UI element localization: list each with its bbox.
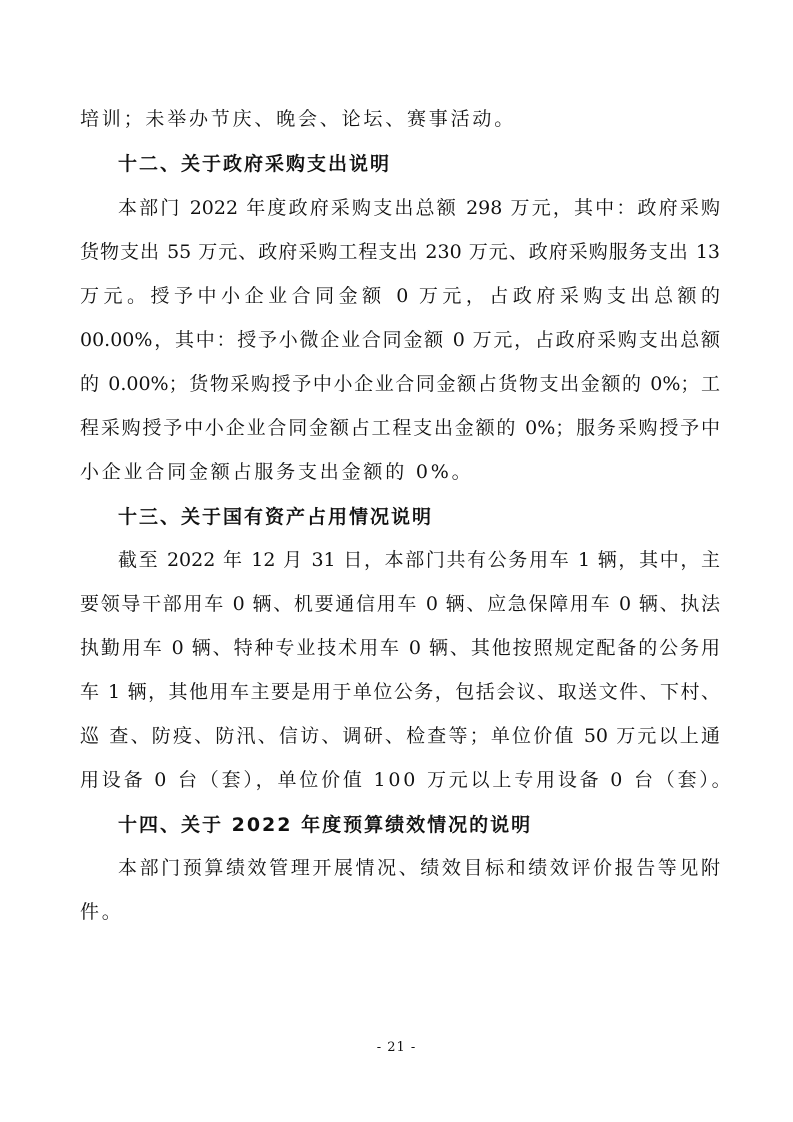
paragraph-line: 要领导干部用车 0 辆、机要通信用车 0 辆、应急保障用车 0 辆、执法 <box>80 593 720 615</box>
paragraph-line: 本部门预算绩效管理开展情况、绩效目标和绩效评价报告等见附 <box>118 857 720 879</box>
section-heading-14: 十四、关于 2022 年度预算绩效情况的说明 <box>118 814 533 836</box>
paragraph-line: 货物支出 55 万元、政府采购工程支出 230 万元、政府采购服务支出 13 <box>80 241 720 263</box>
paragraph-line: 车 1 辆，其他用车主要是用于单位公务，包括会议、取送文件、下村、 <box>80 681 720 703</box>
paragraph-line: 万元。授予中小企业合同金额 0 万元，占政府采购支出总额的 <box>80 285 720 307</box>
paragraph-line: 巡 查、防疫、防汛、信访、调研、检查等；单位价值 50 万元以上通 <box>80 725 720 747</box>
paragraph-line: 的 0.00%；货物采购授予中小企业合同金额占货物支出金额的 0%；工 <box>80 373 720 395</box>
section-heading-12: 十二、关于政府采购支出说明 <box>118 153 392 175</box>
paragraph-line: 培训；未举办节庆、晚会、论坛、赛事活动。 <box>80 108 517 130</box>
paragraph-line: 执勤用车 0 辆、特种专业技术用车 0 辆、其他按照规定配备的公务用 <box>80 637 720 659</box>
page-number: - 21 - <box>376 1040 417 1055</box>
paragraph-line: 00.00%，其中：授予小微企业合同金额 0 万元，占政府采购支出总额 <box>80 329 720 351</box>
paragraph-line: 本部门 2022 年度政府采购支出总额 298 万元，其中：政府采购 <box>118 197 720 219</box>
paragraph-line: 小企业合同金额占服务支出金额的 0%。 <box>80 461 474 483</box>
section-heading-13: 十三、关于国有资产占用情况说明 <box>118 506 434 528</box>
paragraph-line: 截至 2022 年 12 月 31 日，本部门共有公务用车 1 辆，其中，主 <box>118 549 720 571</box>
paragraph-line: 件。 <box>80 901 124 923</box>
paragraph-line: 程采购授予中小企业合同金额占工程支出金额的 0%；服务采购授予中 <box>80 417 720 439</box>
paragraph-line: 用设备 0 台（套），单位价值 100 万元以上专用设备 0 台（套）。 <box>80 769 734 791</box>
